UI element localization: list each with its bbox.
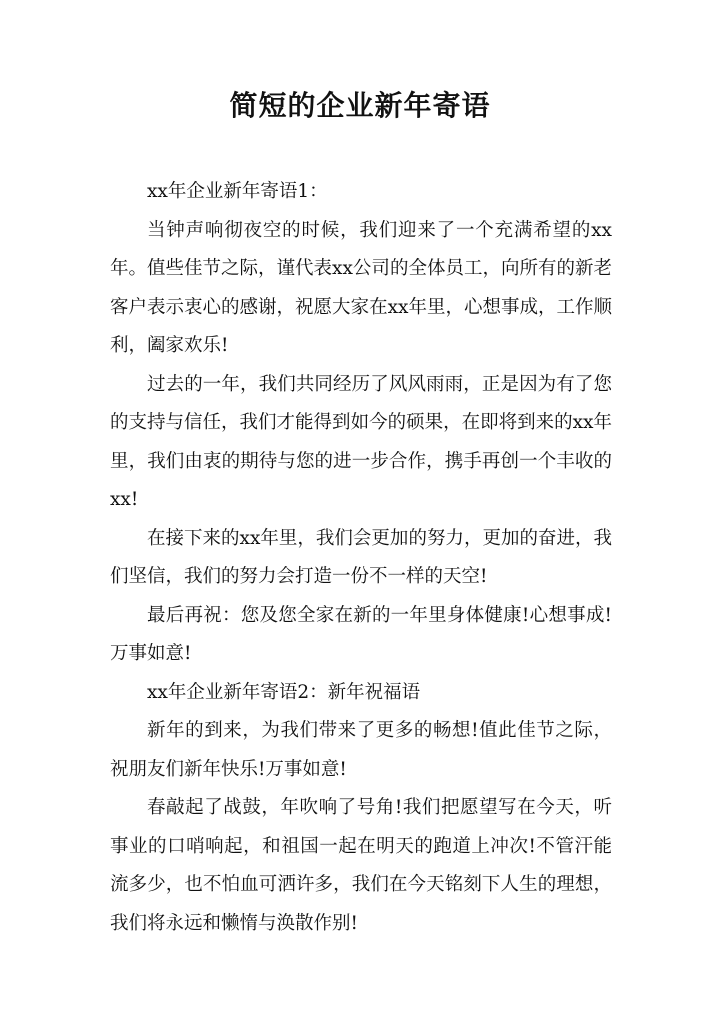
document-body (110, 173, 612, 943)
paragraph: 当钟声响彻夜空的时候，我们迎来了一个充满希望的xx年。值些佳节之际，谨代表xx公司的全体员工，向所有的新老客户表示衷心的感谢，祝愿大家在xx年里，心想事成，工作顺利，阖家欢乐! (110, 219, 612, 356)
paragraph: 春敲起了战鼓，年吹响了号角!我们把愿望写在今天，听事业的口哨响起，和祖国一起在明天的跑道上冲次!不管汗能流多少，也不怕血可洒许多，我们在今天铭刻下人生的理想，我们将永远和懒惰与涣散作别! (110, 797, 612, 934)
section-heading-1: xx年企业新年寄语1： (147, 181, 328, 202)
section-heading-2: xx年企业新年寄语2：新年祝福语 (147, 681, 421, 703)
paragraph: 过去的一年，我们共同经历了风风雨雨，正是因为有了您的支持与信任，我们才能得到如今的硕果，在即将到来的xx年里，我们由衷的期待与您的进一步合作，携手再创一个丰收的xx! (110, 373, 612, 510)
document-title: 简短的企业新年寄语 (229, 89, 491, 122)
paragraph: 新年的到来，为我们带来了更多的畅想!值此佳节之际，祝朋友们新年快乐!万事如意! (110, 720, 612, 780)
paragraph: 在接下来的xx年里，我们会更加的努力，更加的奋进，我们坚信，我们的努力会打造一份不一样的天空! (110, 527, 612, 587)
paragraph: 最后再祝：您及您全家在新的一年里身体健康!心想事成!万事如意! (110, 604, 612, 664)
